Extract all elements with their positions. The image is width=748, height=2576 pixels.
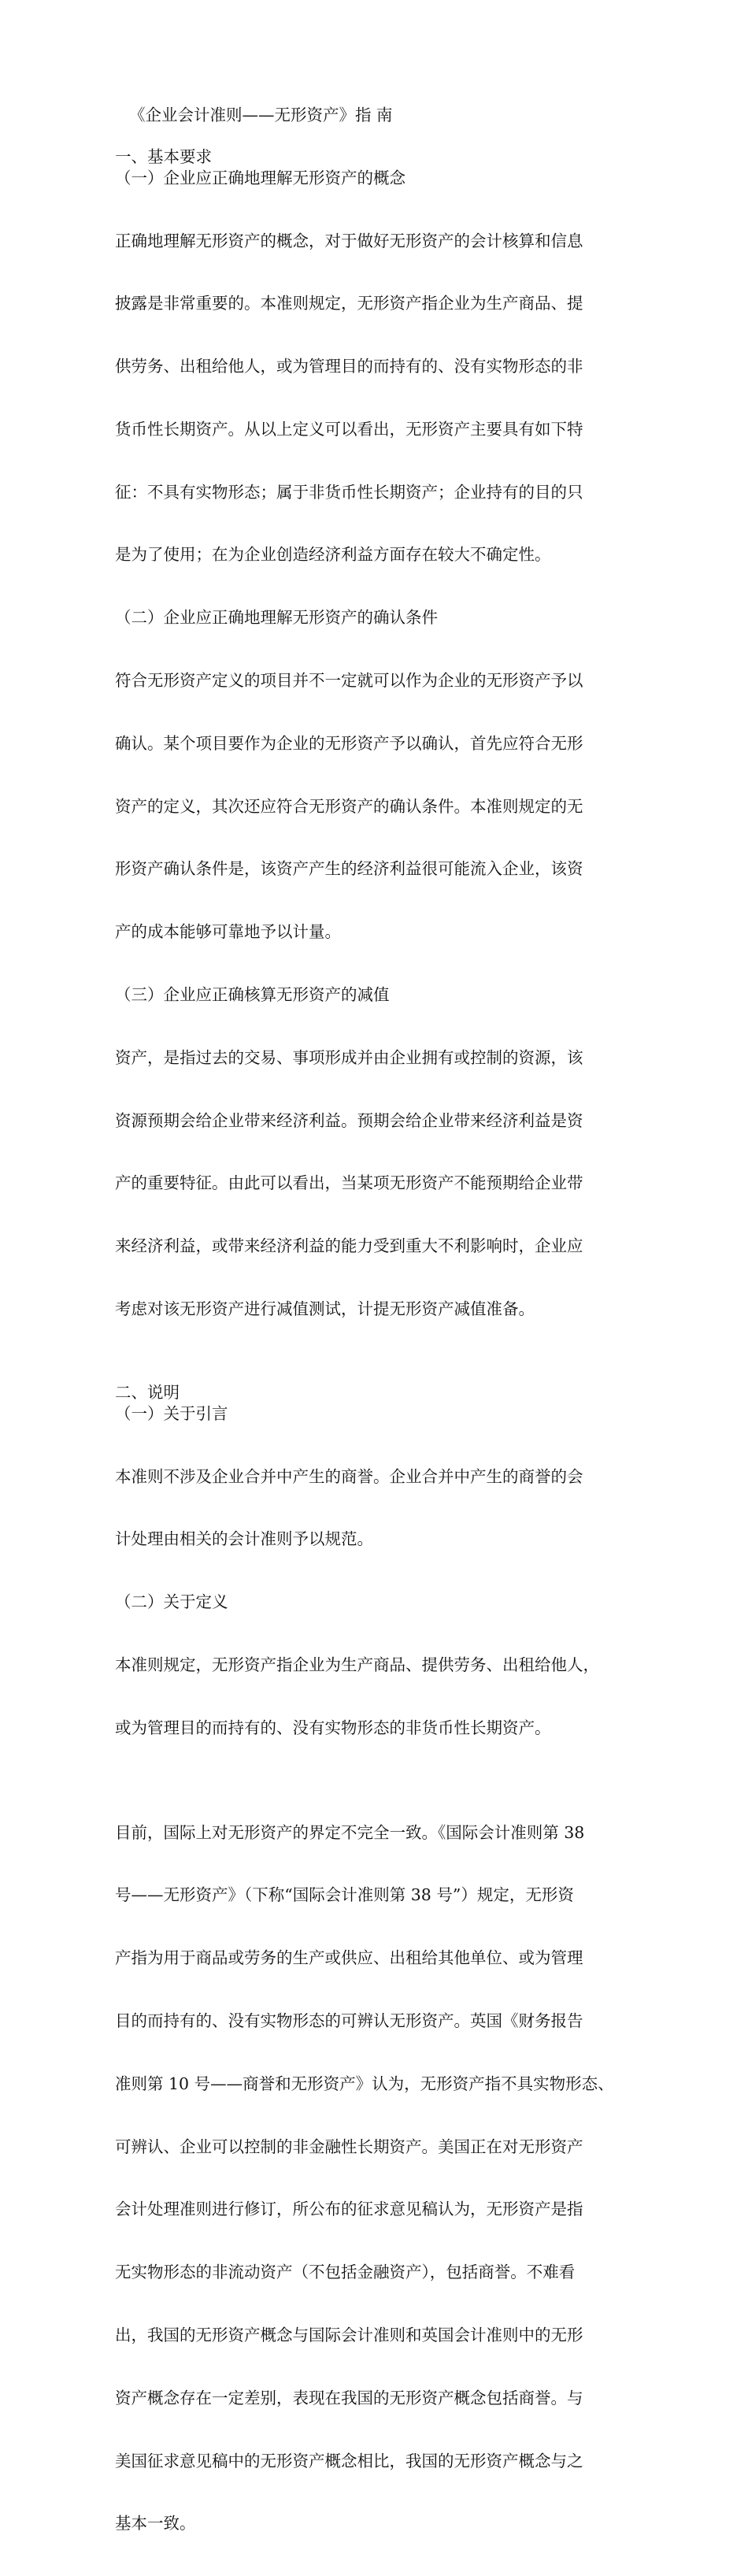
section-2-sub-1-body [115, 1424, 650, 1592]
section-2-sub-2-body-continued [115, 1781, 650, 2576]
section-1-sub-2-body [115, 628, 650, 984]
text-line: 考虑对该无形资产进行减值测试，计提无形资产减值准备。 [115, 1299, 650, 1320]
section-2-sub-1-heading: （一）关于引言 [115, 1403, 650, 1425]
section-2-heading: 二、说明 [115, 1382, 650, 1403]
text-line: 资产，是指过去的交易、事项形成并由企业拥有或控制的资源，该 [115, 1047, 650, 1069]
text-line: 或为管理目的而持有的、没有实物形态的非货币性长期资产。 [115, 1718, 650, 1739]
document-title: 《企业会计准则——无形资产》指 南 [115, 105, 650, 126]
text-line: 来经济利益，或带来经济利益的能力受到重大不利影响时，企业应 [115, 1236, 650, 1257]
text-line: 无实物形态的非流动资产（不包括金融资产），包括商誉。不难看 [115, 2262, 650, 2283]
text-line: 符合无形资产定义的项目并不一定就可以作为企业的无形资产予以 [115, 670, 650, 691]
text-line: 资产的定义，其次还应符合无形资产的确认条件。本准则规定的无 [115, 796, 650, 817]
text-line: 基本一致。 [115, 2513, 650, 2534]
text-line: 资源预期会给企业带来经济利益。预期会给企业带来经济利益是资 [115, 1110, 650, 1132]
text-line: 产的成本能够可靠地予以计量。 [115, 921, 650, 943]
text-line: 披露是非常重要的。本准则规定，无形资产指企业为生产商品、提 [115, 293, 650, 314]
text-line: 目前，国际上对无形资产的界定不完全一致。《国际会计准则第 38 [115, 1822, 650, 1844]
blank-line [115, 1362, 650, 1383]
text-line: 正确地理解无形资产的概念，对于做好无形资产的会计核算和信息 [115, 231, 650, 252]
text-line: 号——无形资产》（下称“国际会计准则第 38 号”）规定，无形资 [115, 1885, 650, 1906]
section-1-sub-3-heading: （三）企业应正确核算无形资产的减值 [115, 984, 650, 1006]
document-body [115, 105, 650, 2576]
section-2-sub-2-heading: （二）关于定义 [115, 1592, 650, 1613]
section-2-sub-2-body [115, 1613, 650, 1781]
text-line: 准则第 10 号——商誉和无形资产》认为，无形资产指不具实物形态、 [115, 2074, 650, 2095]
text-line: 美国征求意见稿中的无形资产概念相比，我国的无形资产概念与之 [115, 2451, 650, 2472]
text-line: 产指为用于商品或劳务的生产或供应、出租给其他单位、或为管理 [115, 1948, 650, 1969]
text-line: 计处理由相关的会计准则予以规范。 [115, 1529, 650, 1550]
text-line: 会计处理准则进行修订，所公布的征求意见稿认为，无形资产是指 [115, 2199, 650, 2220]
document-page [0, 0, 748, 1058]
text-line: 出，我国的无形资产概念与国际会计准则和英国会计准则中的无形 [115, 2325, 650, 2346]
blank-line [115, 126, 650, 147]
text-line: 是为了使用；在为企业创造经济利益方面存在较大不确定性。 [115, 544, 650, 565]
text-line: 确认。某个项目要作为企业的无形资产予以确认，首先应符合无形 [115, 733, 650, 754]
text-line: 货币性长期资产。从以上定义可以看出，无形资产主要具有如下特 [115, 419, 650, 440]
text-line: 本准则规定，无形资产指企业为生产商品、提供劳务、出租给他人， [115, 1655, 650, 1676]
text-line: 产的重要特征。由此可以看出，当某项无形资产不能预期给企业带 [115, 1173, 650, 1194]
text-line: 资产概念存在一定差别，表现在我国的无形资产概念包括商誉。与 [115, 2388, 650, 2409]
section-1-heading: 一、基本要求 [115, 146, 650, 168]
text-line: 征：不具有实物形态；属于非货币性长期资产；企业持有的目的只 [115, 482, 650, 503]
text-line: 目的而持有的、没有实物形态的可辨认无形资产。英国《财务报告 [115, 2011, 650, 2032]
text-line: 可辨认、企业可以控制的非金融性长期资产。美国正在对无形资产 [115, 2137, 650, 2158]
section-1-sub-2-heading: （二）企业应正确地理解无形资产的确认条件 [115, 607, 650, 628]
section-1-sub-1-body [115, 188, 650, 607]
text-line: 供劳务、出租给他人，或为管理目的而持有的、没有实物形态的非 [115, 356, 650, 377]
section-1-sub-1-heading: （一）企业应正确地理解无形资产的概念 [115, 168, 650, 189]
text-line: 形资产确认条件是，该资产产生的经济利益很可能流入企业，该资 [115, 858, 650, 880]
section-1-sub-3-body [115, 1006, 650, 1362]
text-line: 本准则不涉及企业合并中产生的商誉。企业合并中产生的商誉的会 [115, 1466, 650, 1488]
